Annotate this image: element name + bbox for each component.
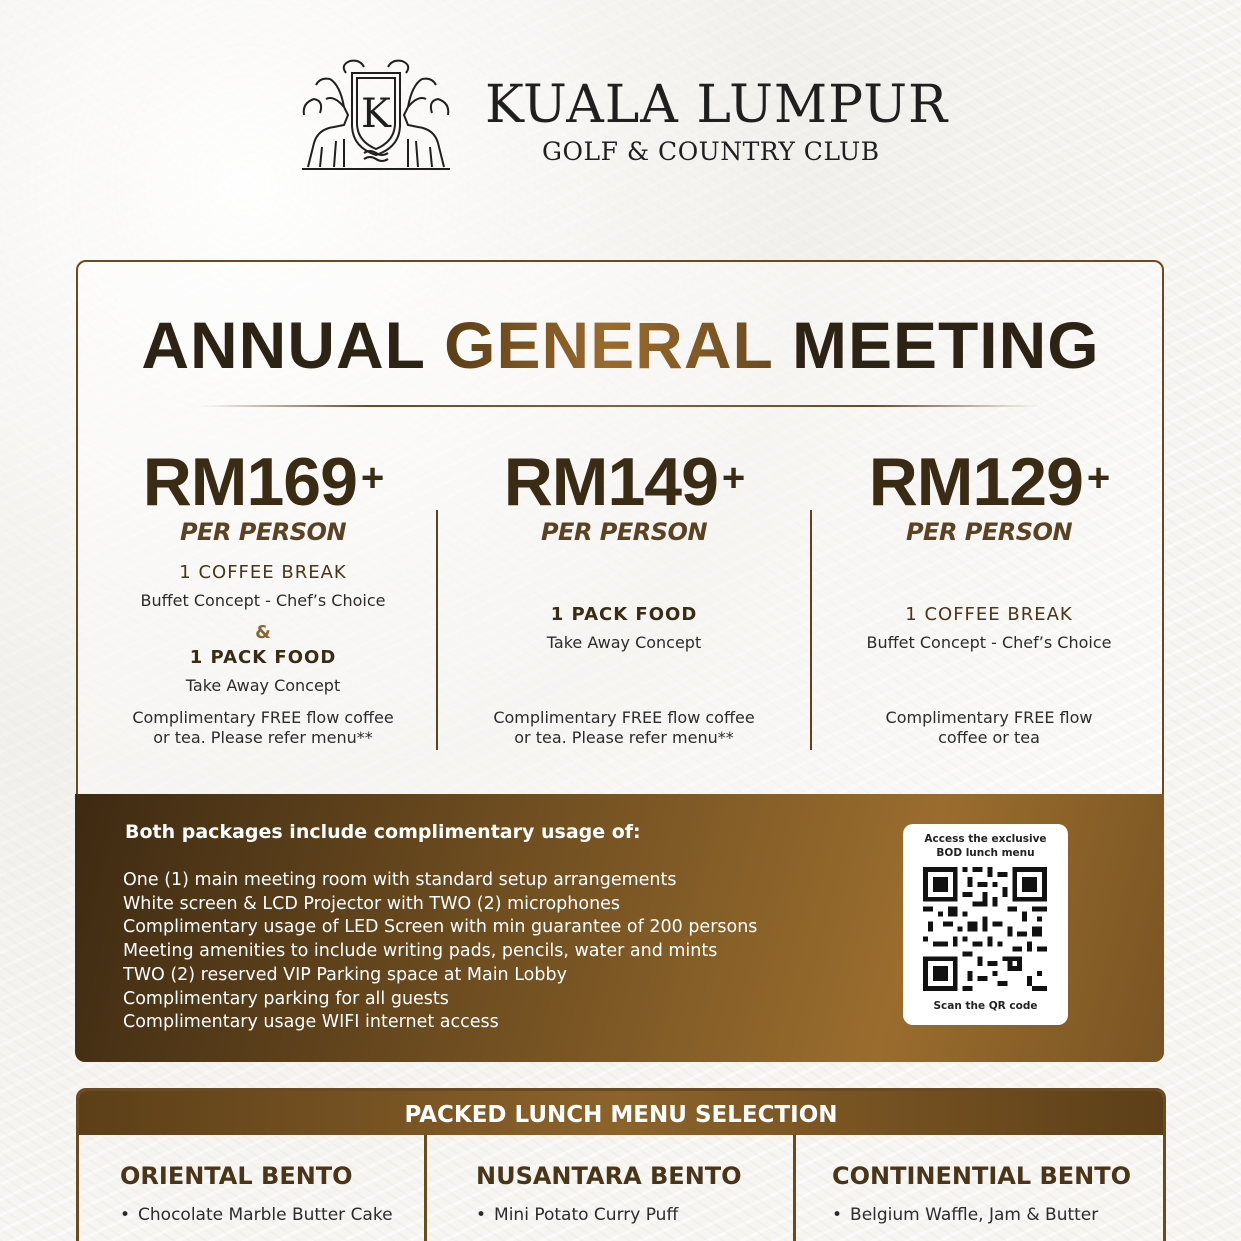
bento-continential — [832, 1162, 1131, 1225]
coffee-concept: Buffet Concept - Chef’s Choice — [866, 633, 1112, 652]
title-divider — [200, 405, 1040, 407]
list-item: Complimentary usage WIFI internet access — [123, 1012, 499, 1033]
club-logo — [300, 55, 960, 175]
menu-column-divider — [424, 1135, 427, 1241]
list-item: Complimentary usage of LED Screen with min guarantee of 200 persons — [123, 917, 758, 938]
package-rm129 — [809, 444, 1169, 747]
per-person-label: PER PERSON — [179, 518, 347, 546]
bento-title: NUSANTARA BENTO — [476, 1162, 742, 1190]
brand-title: KUALA LUMPUR — [485, 75, 949, 135]
package-price: RM149 + — [503, 444, 745, 520]
per-person-label: PER PERSON — [540, 518, 708, 546]
list-item: TWO (2) reserved VIP Parking space at Main Lobby — [123, 964, 567, 985]
package-price: RM169 + — [142, 444, 384, 520]
bento-title: ORIENTAL BENTO — [120, 1162, 353, 1190]
ampersand: & — [255, 622, 271, 643]
qr-caption: Access the exclusive BOD lunch menu — [924, 833, 1047, 859]
list-item: Meeting amenities to include writing pads, pencils, water and mints — [123, 941, 718, 962]
inclusions-heading: Both packages include complimentary usage of: — [125, 821, 641, 843]
pack-food-label: 1 PACK FOOD — [189, 647, 337, 668]
qr-card[interactable] — [903, 824, 1068, 1025]
crest-letter: K — [361, 91, 391, 137]
pack-concept: Take Away Concept — [546, 633, 702, 652]
qr-scan-text: Scan the QR code — [933, 1000, 1038, 1012]
title-part-general: GENERAL — [444, 308, 773, 382]
column-divider — [436, 510, 438, 750]
list-item: • Belgium Waffle, Jam & Butter — [832, 1205, 1099, 1225]
crest-icon — [300, 55, 452, 173]
lunch-menu-heading: PACKED LUNCH MENU SELECTION — [79, 1091, 1163, 1135]
package-price: RM129 + — [868, 444, 1110, 520]
complimentary-note: Complimentary FREE flow coffee or tea — [885, 708, 1093, 747]
brand-subtitle: GOLF & COUNTRY CLUB — [542, 137, 880, 166]
qr-code-icon[interactable] — [923, 867, 1047, 991]
list-item: Complimentary parking for all guests — [123, 988, 449, 1009]
pack-food-label: 1 PACK FOOD — [550, 604, 698, 625]
bento-title: CONTINENTIAL BENTO — [832, 1162, 1132, 1190]
title-part-meeting: MEETING — [791, 308, 1100, 382]
complimentary-note: Complimentary FREE flow coffee or tea. Please refer menu** — [132, 708, 394, 747]
page-title — [0, 308, 1241, 382]
bento-nusantara — [476, 1162, 742, 1225]
title-part-annual: ANNUAL — [141, 308, 425, 382]
list-item: One (1) main meeting room with standard setup arrangements — [123, 870, 677, 890]
coffee-break-label: 1 COFFEE BREAK — [905, 604, 1073, 625]
bento-oriental — [120, 1162, 393, 1225]
pack-concept: Take Away Concept — [185, 676, 341, 695]
inclusions-list — [123, 869, 757, 1035]
coffee-break-label: 1 COFFEE BREAK — [179, 562, 347, 583]
coffee-concept: Buffet Concept - Chef’s Choice — [140, 591, 386, 610]
list-item: • Chocolate Marble Butter Cake — [120, 1205, 393, 1225]
list-item: White screen & LCD Projector with TWO (2) microphones — [123, 893, 621, 914]
menu-column-divider — [793, 1135, 796, 1241]
per-person-label: PER PERSON — [905, 518, 1073, 546]
complimentary-note: Complimentary FREE flow coffee or tea. Please refer menu** — [493, 708, 755, 747]
list-item: • Mini Potato Curry Puff — [476, 1205, 679, 1225]
package-rm149 — [444, 444, 804, 747]
package-rm169 — [83, 444, 443, 747]
